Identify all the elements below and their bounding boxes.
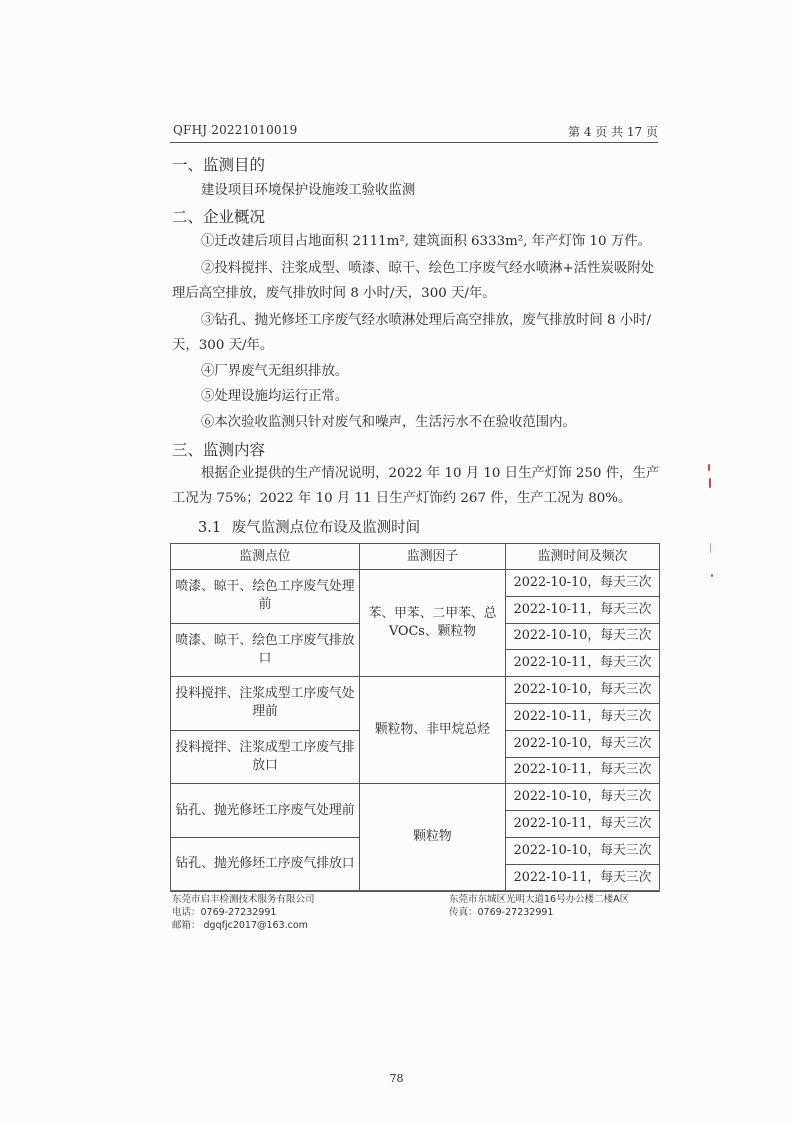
subsection-title: 3.1 废气监测点位布设及监测时间 [198,520,421,536]
scan-mark [711,574,713,577]
page-number: 78 [389,1072,404,1085]
report-number: QFHJ 20221010019 [173,123,298,137]
section3-title: 三、监测内容 [172,441,266,459]
time-cell: 2022-10-10，每天三次 [506,570,660,597]
time-cell: 2022-10-10，每天三次 [506,837,660,864]
table-row [171,570,660,597]
time-cell: 2022-10-11，每天三次 [506,650,660,677]
footer-address: 东莞市东城区光明大道16号办公楼二楼A区 [449,894,630,905]
time-cell: 2022-10-11，每天三次 [506,864,660,891]
time-cell: 2022-10-11，每天三次 [506,811,660,838]
point-cell: 喷漆、晾干、绘色工序废气排放口 [171,623,360,677]
point-cell: 钻孔、抛光修坯工序废气排放口 [171,837,360,891]
time-cell: 2022-10-10，每天三次 [506,784,660,811]
header-rule [170,142,658,143]
point-cell: 喷漆、晾干、绘色工序废气处理前 [171,570,360,624]
time-cell: 2022-10-10，每天三次 [506,623,660,650]
overview-item-4: ④厂界废气无组织排放。 [201,364,349,379]
footer-fax: 传真：0769-27232991 [449,907,554,918]
overview-item-5: ⑤处理设施均运行正常。 [201,389,349,404]
time-cell: 2022-10-11，每天三次 [506,757,660,784]
overview-item-2: ②投料搅拌、注浆成型、喷漆、晾干、绘色工序废气经水喷淋+活性炭吸附处理后高空排放，废气排放时间 8 小时/天，300 天/年。 [172,261,655,301]
point-cell: 钻孔、抛光修坯工序废气处理前 [171,784,360,838]
overview-item-1: ①迁改建后项目占地面积 2111m², 建筑面积 6333m², 年产灯饰 10 万件。 [201,234,651,249]
section3-text: 根据企业提供的生产情况说明，2022 年 10 月 10 日生产灯饰 250 件，生产工况为 75%；2022 年 10 月 11 日生产灯饰约 267 件，生产工况为 80%。 [172,466,660,506]
overview-item-6: ⑥本次验收监测只针对废气和噪声，生活污水不在验收范围内。 [201,415,576,430]
footer-email: 邮箱： dgqfjc2017@163.com [172,920,308,931]
page-info: 第 4 页 共 17 页 [568,125,658,139]
time-cell: 2022-10-10，每天三次 [506,730,660,757]
table-row [171,784,660,811]
footer-company: 东莞市启丰检测技术服务有限公司 [172,894,315,905]
section1-text: 建设项目环境保护设施竣工验收监测 [201,183,416,198]
footer-phone: 电话：0769-27232991 [172,907,277,918]
point-cell: 投料搅拌、注浆成型工序废气排放口 [171,730,360,784]
factor-cell: 颗粒物 [360,784,506,891]
scan-mark [708,464,710,471]
section1-title: 一、监测目的 [172,156,266,174]
header-factor: 监测因子 [360,544,506,570]
scan-mark [710,543,711,553]
header-time: 监测时间及频次 [506,544,660,570]
table-row [171,677,660,704]
footer-rule [170,890,660,891]
scan-mark [709,478,711,488]
section2-title: 二、企业概况 [172,208,266,226]
time-cell: 2022-10-11，每天三次 [506,703,660,730]
footer-right [449,893,629,919]
factor-cell: 颗粒物、非甲烷总烃 [360,677,506,784]
monitoring-table [170,543,660,892]
header-point: 监测点位 [171,544,360,570]
overview-item-3: ③钻孔、抛光修坯工序废气经水喷淋处理后高空排放，废气排放时间 8 小时/天，300 天/年。 [172,313,652,353]
footer-left [172,893,315,932]
point-cell: 投料搅拌、注浆成型工序废气处理前 [171,677,360,731]
table-header-row [171,544,660,570]
time-cell: 2022-10-10，每天三次 [506,677,660,704]
factor-cell: 苯、甲苯、二甲苯、总 VOCs、颗粒物 [360,570,506,677]
time-cell: 2022-10-11，每天三次 [506,596,660,623]
